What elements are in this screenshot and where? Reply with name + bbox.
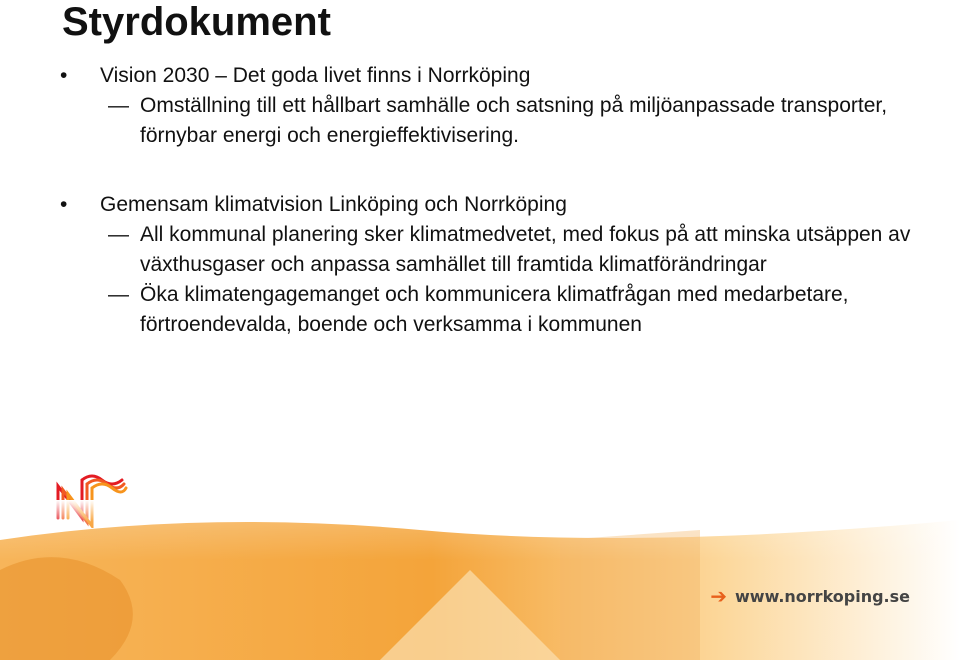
footer-photo-banner bbox=[0, 500, 960, 660]
footer-banner bbox=[0, 500, 960, 660]
sub-bullet-text: Öka klimatengagemanget och kommunicera klimatfrågan med medarbetare, förtroendevalda, boende och verksamma i kommunen bbox=[140, 283, 849, 336]
bullet-icon: • bbox=[60, 193, 68, 216]
slide-title: Styrdokument bbox=[62, 0, 331, 44]
arrow-icon: ➔ bbox=[710, 584, 727, 608]
sub-bullet-item bbox=[60, 91, 920, 151]
url-text: www.norrkoping.se bbox=[735, 587, 910, 606]
bullet-text: Vision 2030 – Det goda livet finns i Norrköping bbox=[100, 64, 531, 87]
sub-bullet-text: Omställning till ett hållbart samhälle och satsning på miljöanpassade transporter, förnybar energi och energieffektivisering. bbox=[140, 94, 888, 147]
bullet-text: Gemensam klimatvision Linköping och Norrköping bbox=[100, 193, 567, 216]
sub-bullet-item bbox=[60, 280, 920, 340]
slide-content bbox=[60, 62, 920, 340]
bullet-icon: • bbox=[60, 64, 68, 87]
bullet-item bbox=[60, 191, 920, 218]
sub-bullet-item bbox=[60, 220, 920, 280]
dash-icon: — bbox=[108, 94, 129, 117]
dash-icon: — bbox=[108, 283, 129, 306]
website-url[interactable] bbox=[710, 584, 910, 608]
sub-bullet-text: All kommunal planering sker klimatmedvetet, med fokus på att minska utsäppen av växthusgaser och anpassa samhället till framtida klimatförändringar bbox=[140, 223, 911, 276]
dash-icon: — bbox=[108, 223, 129, 246]
bullet-item bbox=[60, 62, 920, 89]
